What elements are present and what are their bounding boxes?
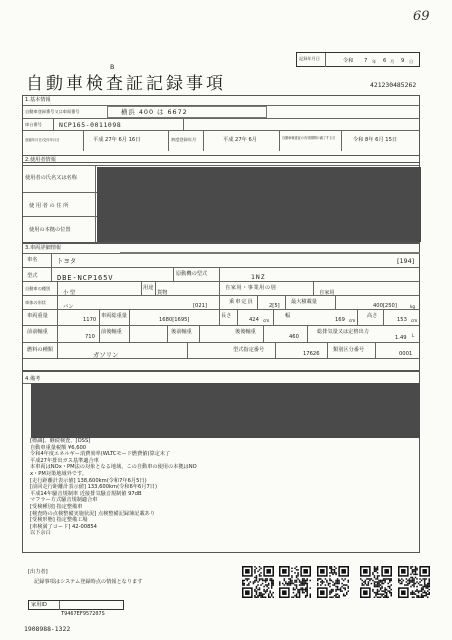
- section-4-heading: 4.備考: [25, 376, 41, 382]
- expiry-label: 自動車検査証の有効期間の満了する日: [282, 135, 336, 140]
- weight-value: 1170: [83, 317, 97, 323]
- base-location-label: 使用の本拠の位置: [29, 227, 71, 233]
- capacity-value: 2[5]: [269, 303, 280, 309]
- purpose-label: 自家用・事業用の別: [225, 285, 277, 291]
- chassis-label: 車台番号: [25, 122, 42, 127]
- front-front-axle-value: 710: [85, 334, 95, 340]
- remark-line: 平成14年騒音規制車 近接排気騒音規制値 97dB: [30, 490, 142, 497]
- remark-line: [走行距離計表示値] 138,600km(令和7年6月5日): [30, 477, 147, 484]
- qr-code-icon: [279, 566, 311, 598]
- user-address-label: 使 用 者 の 住 所: [29, 203, 69, 209]
- remark-line: x・PM対策地域外です。: [30, 471, 87, 477]
- stamp-number: 1908988-1322: [24, 625, 71, 633]
- first-year-label: 初度登録年月: [171, 137, 197, 142]
- section-2-heading: 2.使用者情報: [25, 157, 56, 163]
- remark-line: [受検形態] 指定整備工場: [30, 517, 88, 524]
- length-unit: cm: [263, 318, 270, 323]
- gross-weight-value: 1680[1695]: [159, 317, 190, 323]
- qr-code-icon: [317, 566, 349, 598]
- fuel-label: 燃料の種類: [27, 347, 53, 353]
- variant-letter: B: [110, 63, 115, 71]
- remark-line: 以下余白: [30, 530, 51, 537]
- file-id-value: T9467EF957207S: [61, 611, 105, 617]
- height-label: 高さ: [367, 313, 378, 319]
- maker-value: トヨタ: [57, 257, 77, 265]
- user-name-label: 使用者の氏名又は名称: [25, 175, 77, 181]
- reg-number-value: 横浜 400 は 6672: [121, 108, 188, 116]
- redacted-remarks-header: [31, 383, 420, 438]
- section-basic-info: [22, 95, 420, 163]
- reg-number-label: 自動車登録番号又は車両番号: [25, 109, 80, 114]
- rear-front-axle-label: 後前軸重: [171, 329, 192, 335]
- engine-label: 原動機の型式: [176, 271, 208, 277]
- type-cert-label: 型式指定番号: [233, 347, 265, 353]
- record-date-month-unit: 月: [390, 59, 395, 64]
- remark-line: [標識]、継続検査、[OSS]: [30, 438, 91, 444]
- kind-label: 自動車の種別: [25, 286, 51, 291]
- handwritten-page-number: 69: [413, 9, 430, 24]
- record-date-month: 6: [383, 58, 387, 64]
- section-3-heading: 3.車両詳細情報: [25, 245, 62, 251]
- model-label: 型式: [27, 273, 38, 279]
- first-reg-label: 登録年月日/交付年月日: [25, 137, 60, 142]
- displacement-label: 総排気量又は定格出力: [317, 329, 369, 335]
- qr-code-icon: [398, 566, 430, 598]
- class-number-label: 類別区分番号: [333, 347, 365, 353]
- remark-line: [検査時の点検整備実施状況] 点検整備記録簿記載あり: [30, 510, 156, 517]
- chassis-value: NCP165-0011098: [59, 121, 122, 129]
- remark-line: 自動車重量税額 ¥6,600: [30, 444, 87, 451]
- document-code: 421230485262: [370, 81, 417, 89]
- file-id-box: [28, 600, 124, 610]
- rear-rear-axle-label: 後後軸重: [235, 329, 256, 335]
- width-value: 169: [335, 317, 345, 323]
- front-rear-axle-label: 前後軸重: [101, 329, 122, 335]
- length-label: 長さ: [221, 313, 232, 319]
- file-id-label: 家用ID: [31, 602, 47, 608]
- capacity-label: 乗車定員: [229, 299, 254, 305]
- max-load-label: 最大積載量: [291, 299, 317, 305]
- redacted-user-info: [97, 167, 421, 242]
- section-1-heading: 1.基本情報: [25, 97, 51, 103]
- record-date-year-unit: 年: [372, 59, 377, 64]
- remark-line: [受検種別] 指定整備車: [30, 504, 83, 510]
- purpose-value: 自家用: [319, 290, 335, 296]
- qr-code-icon: [242, 566, 274, 598]
- first-reg-value: 平成 27年 6月 16日: [93, 137, 141, 143]
- max-load-unit: kg: [410, 304, 416, 309]
- expiry-value: 令和 8年 6月 15日: [353, 137, 398, 143]
- engine-value: 1NZ: [251, 273, 266, 281]
- displacement-value: 1.49: [395, 335, 407, 341]
- width-label: 幅: [285, 313, 291, 319]
- max-load-value: 400[250]: [373, 303, 397, 309]
- record-date-box: [296, 52, 420, 67]
- first-year-value: 平成 27年 6月: [223, 137, 257, 143]
- use-value: 貨物: [157, 290, 168, 296]
- weight-label: 車両重量: [27, 313, 48, 319]
- length-value: 424: [249, 317, 259, 323]
- height-unit: cm: [411, 318, 418, 323]
- class-number-value: 0001: [399, 351, 413, 357]
- use-label: 用途: [143, 285, 154, 291]
- remark-line: 令和4年度エネルギー消費効率(WLTCモード燃費値)算定未了: [30, 451, 171, 458]
- system-notice: 記録事項はシステム登録時点の情報となります: [34, 579, 143, 585]
- remark-line: 本車両はNOx・PM法の対象となる地域、この自動車の使用の本拠はNO: [30, 464, 197, 471]
- maker-label: 車名: [27, 257, 38, 263]
- record-date-era: 令和: [343, 58, 354, 64]
- record-date-label: 記録年月日: [299, 56, 320, 61]
- document-title: 自動車検査証記録事項: [26, 74, 226, 94]
- kind-value: 小 型: [63, 290, 76, 296]
- section-vehicle-details: [22, 243, 420, 371]
- body-value: バン: [63, 304, 74, 310]
- issuer-label: [出力者]: [28, 569, 48, 575]
- front-front-axle-label: 前前軸重: [27, 329, 48, 335]
- record-date-day-unit: 日: [409, 59, 414, 64]
- displacement-unit: L: [412, 333, 415, 338]
- fuel-value: ガソリン: [93, 351, 119, 359]
- record-date-day: 9: [401, 58, 405, 64]
- body-code: [021]: [193, 303, 207, 309]
- redacted-vehicle-top: [120, 252, 420, 254]
- body-label: 車体の形状: [25, 300, 46, 305]
- width-unit: cm: [349, 318, 356, 323]
- type-cert-value: 17626: [303, 351, 320, 357]
- model-value: DBE-NCP165V: [57, 273, 114, 282]
- qr-code-icon: [360, 566, 392, 598]
- height-value: 153: [397, 317, 407, 323]
- remark-line: [前回走行距離計表示値] 133,600km(令和6年6月7日): [30, 484, 157, 491]
- record-date-year: 7: [364, 58, 368, 64]
- rear-rear-axle-value: 460: [289, 334, 299, 340]
- remark-line: 平成27年排出ガス基準適合車: [30, 457, 99, 464]
- remark-line: マフラー方式騒音規制適合車: [30, 497, 98, 504]
- remark-line: [車検満了コード] 42-00854: [30, 523, 97, 530]
- gross-weight-label: 車両総重量: [101, 313, 127, 319]
- maker-code: [194]: [397, 257, 415, 265]
